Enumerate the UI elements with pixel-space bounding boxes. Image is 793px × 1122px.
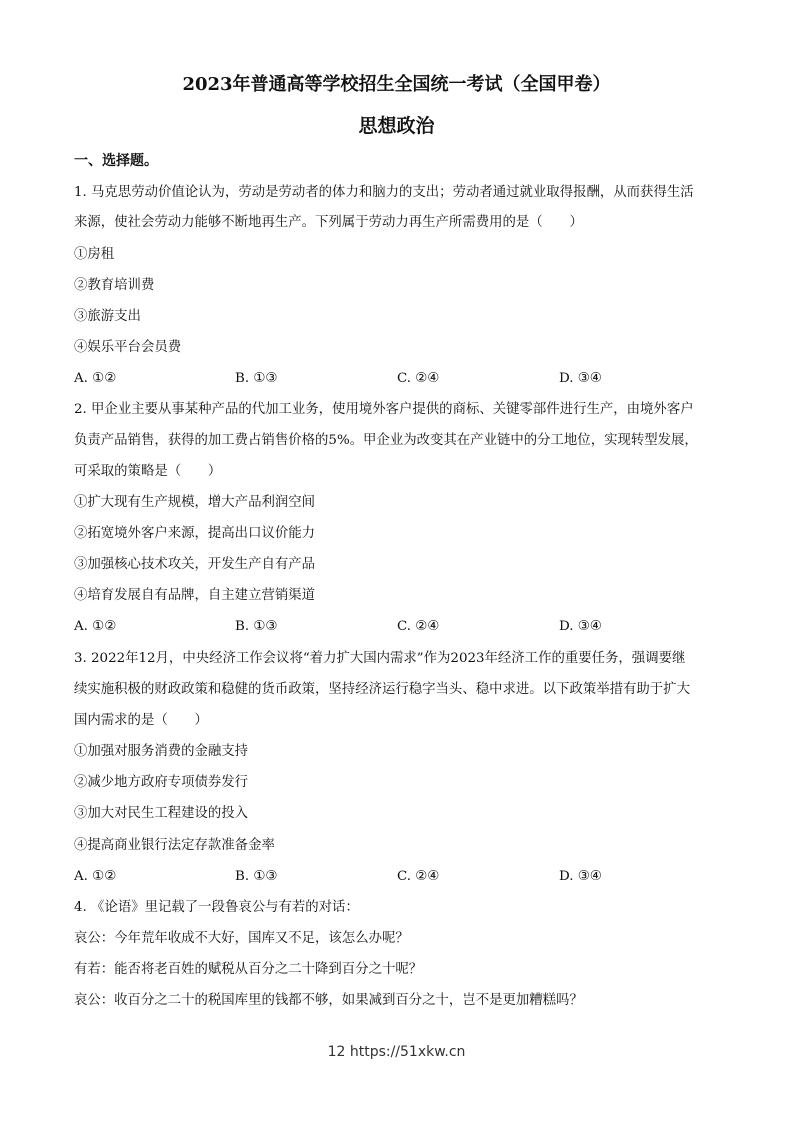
q2-item: ④培育发展自有品牌，自主建立营销渠道 xyxy=(74,588,316,603)
q1-item: ②教育培训费 xyxy=(74,278,155,293)
q1-options xyxy=(74,369,724,389)
q1-stem-line: 1. 马克思劳动价值论认为，劳动是劳动者的体力和脑力的支出；劳动者通过就业取得报酬，从而获得生活 xyxy=(74,185,694,200)
q4-dialog-line: 哀公：今年荒年收成不大好，国库又不足，该怎么办呢？ xyxy=(74,931,409,946)
q1-item: ④娱乐平台会员费 xyxy=(74,340,182,355)
exam-subject: 思想政治 xyxy=(358,115,435,137)
q1-item: ③旅游支出 xyxy=(74,309,141,324)
q3-options xyxy=(74,867,724,887)
q2-item: ①扩大现有生产规模，增大产品利润空间 xyxy=(74,495,316,510)
q3-stem-line: 国内需求的是（ ） xyxy=(74,713,208,728)
q2-options xyxy=(74,617,724,637)
q1-stem-line: 来源，使社会劳动力能够不断地再生产。下列属于劳动力再生产所需费用的是（ ） xyxy=(74,215,583,230)
q3-item: ①加强对服务消费的金融支持 xyxy=(74,744,249,759)
q2-item: ③加强核心技术攻关，开发生产自有产品 xyxy=(74,557,316,572)
q3-option-a[interactable]: A. ①② xyxy=(74,869,117,884)
q1-option-a[interactable]: A. ①② xyxy=(74,371,117,386)
q3-item: ④提高商业银行法定存款准备金率 xyxy=(74,838,275,853)
q2-stem-line: 可采取的策略是（ ） xyxy=(74,464,222,479)
q1-option-d[interactable]: D. ③④ xyxy=(559,371,602,386)
q2-option-a[interactable]: A. ①② xyxy=(74,619,117,634)
q2-stem-line: 负责产品销售，获得的加工费占销售价格的5%。甲企业为改变其在产业链中的分工地位，实现转型发展， xyxy=(74,433,698,448)
q3-stem-line: 3. 2022年12月，中央经济工作会议将“着力扩大国内需求”作为2023年经济工作的重要任务，强调要继 xyxy=(74,651,686,666)
q2-item: ②拓宽境外客户来源，提高出口议价能力 xyxy=(74,526,316,541)
q3-stem-line: 续实施积极的财政政策和稳健的货币政策，坚持经济运行稳字当头、稳中求进。以下政策举措有助于扩大 xyxy=(74,682,690,697)
q3-option-d[interactable]: D. ③④ xyxy=(559,869,602,884)
section-heading: 一、选择题。 xyxy=(74,153,158,169)
q3-item: ③加大对民生工程建设的投入 xyxy=(74,806,249,821)
q3-option-b[interactable]: B. ①③ xyxy=(235,869,278,884)
q2-stem-line: 2. 甲企业主要从事某种产品的代加工业务，使用境外客户提供的商标、关键零部件进行生产，由境外客户 xyxy=(74,402,694,417)
q2-option-b[interactable]: B. ①③ xyxy=(235,619,278,634)
q2-option-d[interactable]: D. ③④ xyxy=(559,619,602,634)
q1-item: ①房租 xyxy=(74,247,115,262)
q3-item: ②减少地方政府专项债券发行 xyxy=(74,775,249,790)
q4-dialog-line: 有若：能否将老百姓的赋税从百分之二十降到百分之十呢？ xyxy=(74,962,423,977)
page-footer: 12 https://51xkw.cn xyxy=(327,1044,466,1060)
q4-stem-line: 4. 《论语》里记载了一段鲁哀公与有若的对话： xyxy=(74,900,359,915)
q3-option-c[interactable]: C. ②④ xyxy=(397,869,440,884)
q1-option-c[interactable]: C. ②④ xyxy=(397,371,440,386)
q1-option-b[interactable]: B. ①③ xyxy=(235,371,278,386)
exam-title: 2023年普通高等学校招生全国统一考试（全国甲卷） xyxy=(182,74,611,95)
q2-option-c[interactable]: C. ②④ xyxy=(397,619,440,634)
q4-dialog-line: 哀公：收百分之二十的税国库里的钱都不够，如果减到百分之十，岂不是更加糟糕吗？ xyxy=(74,993,583,1008)
